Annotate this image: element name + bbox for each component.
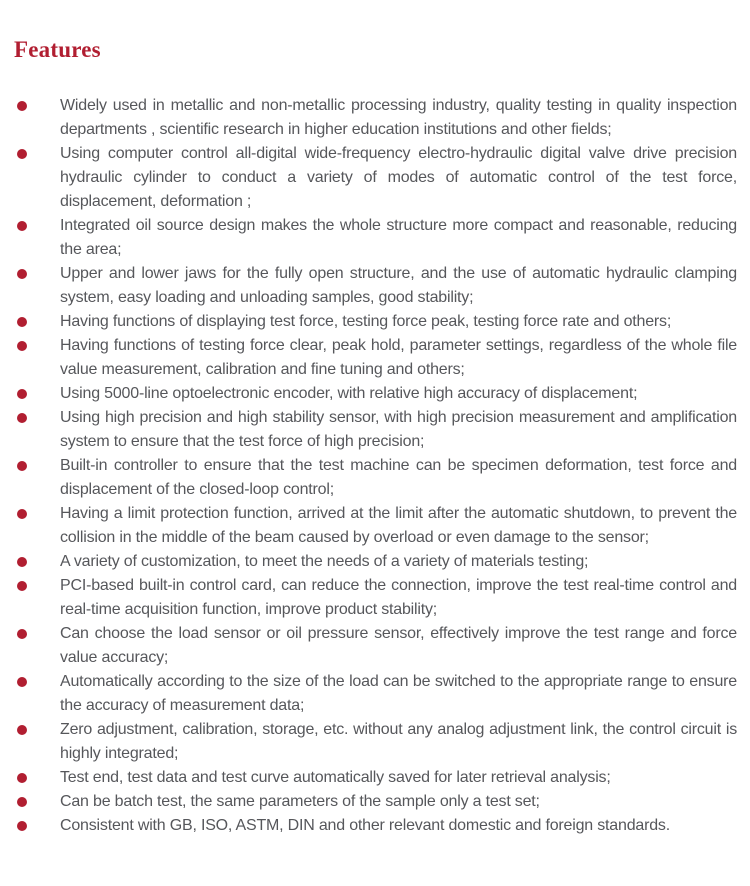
bullet-icon: [17, 317, 27, 327]
bullet-icon: [17, 557, 27, 567]
feature-text: Consistent with GB, ISO, ASTM, DIN and other relevant domestic and foreign standards.: [60, 817, 670, 834]
list-item: [0, 502, 750, 550]
feature-text: Test end, test data and test curve automatically saved for later retrieval analysis;: [60, 769, 611, 786]
bullet-icon: [17, 461, 27, 471]
feature-text: Can be batch test, the same parameters of the sample only a test set;: [60, 793, 540, 810]
list-item: [0, 550, 750, 574]
feature-text: Having functions of displaying test force, testing force peak, testing force rate and others;: [60, 313, 672, 330]
bullet-icon: [17, 629, 27, 639]
list-item: [0, 766, 750, 790]
bullet-icon: [17, 821, 27, 831]
feature-text: Having functions of testing force clear, peak hold, parameter settings, regardless of the whole file value measurement, calibration and fine tuning and others;: [60, 337, 737, 378]
bullet-icon: [17, 509, 27, 519]
list-item: [0, 574, 750, 622]
list-item: [0, 334, 750, 382]
feature-text: Built-in controller to ensure that the test machine can be specimen deformation, test force and displacement of the closed-loop control;: [60, 457, 737, 498]
bullet-icon: [17, 725, 27, 735]
feature-text: PCI-based built-in control card, can reduce the connection, improve the test real-time control and real-time acquisition function, improve product stability;: [60, 577, 737, 618]
list-item: [0, 622, 750, 670]
page-title: Features: [14, 37, 101, 62]
feature-text: Integrated oil source design makes the whole structure more compact and reasonable, reducing the area;: [60, 217, 737, 258]
feature-text: Automatically according to the size of the load can be switched to the appropriate range to ensure the accuracy of measurement data;: [60, 673, 737, 714]
bullet-icon: [17, 389, 27, 399]
bullet-icon: [17, 149, 27, 159]
bullet-icon: [17, 677, 27, 687]
bullet-icon: [17, 413, 27, 423]
feature-text: Widely used in metallic and non-metallic processing industry, quality testing in quality inspection departments , scientific research in higher education institutions and other fields;: [60, 97, 737, 138]
feature-text: Upper and lower jaws for the fully open structure, and the use of automatic hydraulic clamping system, easy loading and unloading samples, good stability;: [60, 265, 737, 306]
bullet-icon: [17, 797, 27, 807]
list-item: [0, 310, 750, 334]
list-item: [0, 670, 750, 718]
list-item: [0, 790, 750, 814]
feature-text: A variety of customization, to meet the needs of a variety of materials testing;: [60, 553, 589, 570]
list-item: [0, 718, 750, 766]
bullet-icon: [17, 221, 27, 231]
feature-text: Zero adjustment, calibration, storage, etc. without any analog adjustment link, the control circuit is highly integrated;: [60, 721, 737, 762]
list-item: [0, 94, 750, 142]
list-item: [0, 214, 750, 262]
bullet-icon: [17, 773, 27, 783]
list-item: [0, 454, 750, 502]
feature-text: Using computer control all-digital wide-frequency electro-hydraulic digital valve drive precision hydraulic cylinder to conduct a variety of modes of automatic control of the test force, displacement, deformation ;: [60, 145, 737, 210]
feature-list: [0, 94, 750, 838]
feature-text: Can choose the load sensor or oil pressure sensor, effectively improve the test range and force value accuracy;: [60, 625, 737, 666]
feature-text: Using high precision and high stability sensor, with high precision measurement and amplification system to ensure that the test force of high precision;: [60, 409, 737, 450]
list-item: [0, 814, 750, 838]
list-item: [0, 262, 750, 310]
bullet-icon: [17, 581, 27, 591]
bullet-icon: [17, 341, 27, 351]
bullet-icon: [17, 101, 27, 111]
feature-text: Having a limit protection function, arrived at the limit after the automatic shutdown, to prevent the collision in the middle of the beam caused by overload or even damage to the sensor;: [60, 505, 737, 546]
list-item: [0, 406, 750, 454]
list-item: [0, 382, 750, 406]
feature-text: Using 5000-line optoelectronic encoder, with relative high accuracy of displacement;: [60, 385, 638, 402]
list-item: [0, 142, 750, 214]
bullet-icon: [17, 269, 27, 279]
